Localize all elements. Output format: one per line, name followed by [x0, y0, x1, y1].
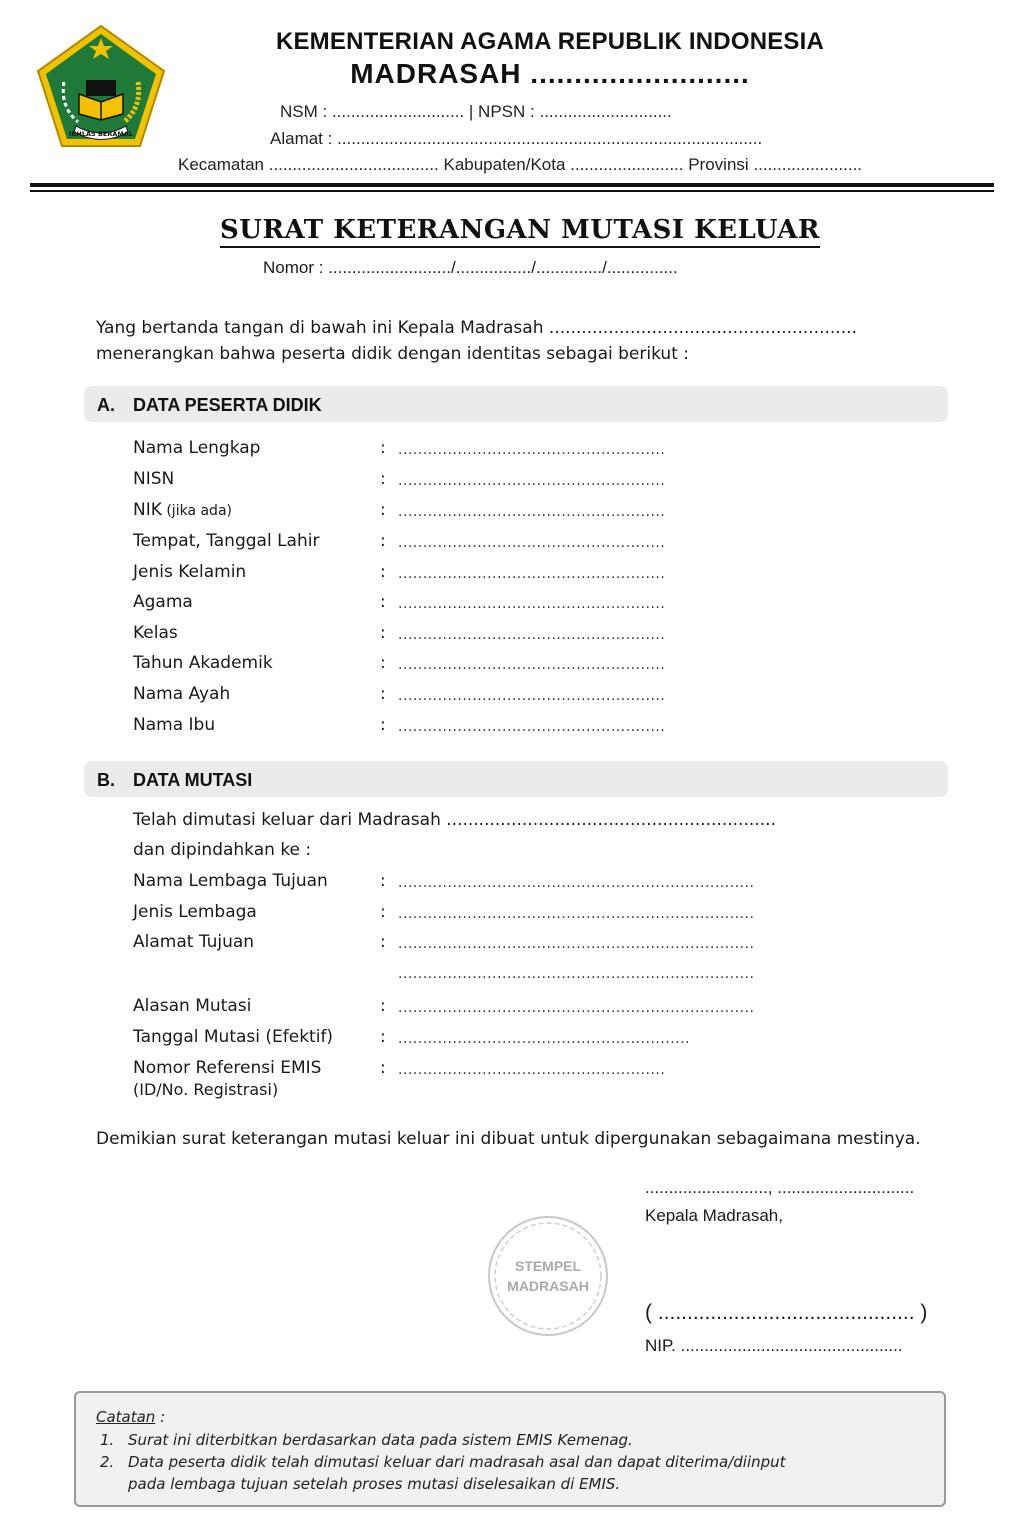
intro-line-2: menerangkan bahwa peserta didik dengan identitas sebagai berikut : [96, 344, 689, 364]
field-colon: : [380, 871, 386, 891]
field-label: Nama Ibu [133, 715, 216, 735]
field-value-blank: ........................................................................ [398, 966, 755, 982]
field-value-blank: ...................................................... [398, 535, 666, 551]
field-label: NISN [133, 469, 175, 489]
field-colon: : [380, 653, 386, 673]
field-colon: : [380, 996, 386, 1016]
document-number: Nomor : ........................../................/............../............... [263, 258, 678, 277]
emis-sub-label: (ID/No. Registrasi) [133, 1080, 279, 1099]
region-line: Kecamatan .................................... Kabupaten/Kota ........................ Provinsi ....................... [178, 155, 863, 174]
field-colon: : [380, 932, 386, 952]
field-value-blank: ...................................................... [398, 688, 666, 704]
address-line: Alamat : .......................................................................................... [270, 129, 763, 148]
field-label: Jenis Kelamin [133, 562, 247, 582]
svg-text:IKHLAS BERAMAL: IKHLAS BERAMAL [68, 130, 134, 138]
ministry-name: KEMENTERIAN AGAMA REPUBLIK INDONESIA [275, 28, 825, 55]
field-value-blank: ........................................................................ [398, 906, 755, 922]
signer-nip: NIP. ............................................... [645, 1336, 903, 1355]
field-label: Tanggal Mutasi (Efektif) [133, 1027, 334, 1047]
field-colon: : [380, 902, 386, 922]
closing-statement: Demikian surat keterangan mutasi keluar ini dibuat untuk dipergunakan sebagaimana mestinya. [96, 1129, 921, 1149]
field-value-blank: ...................................................... [398, 504, 666, 520]
signer-position: Kepala Madrasah, [645, 1206, 783, 1225]
field-value-blank: ...................................................... [398, 657, 666, 673]
field-value-blank: ........................................................................ [398, 1000, 755, 1016]
field-value-blank: ........................................................................ [398, 936, 755, 952]
field-label: Agama [133, 592, 193, 612]
field-label: Alasan Mutasi [133, 996, 252, 1016]
field-colon: : [380, 500, 386, 520]
field-label: Nomor Referensi EMIS [133, 1058, 322, 1078]
field-colon: : [380, 562, 386, 582]
field-label: Nama Ayah [133, 684, 231, 704]
note-number: 2. [100, 1453, 115, 1471]
field-colon: : [380, 531, 386, 551]
field-label: Nama Lembaga Tujuan [133, 871, 328, 891]
field-value-blank: ...................................................... [398, 719, 666, 735]
signer-name: ( ............................................ ) [645, 1301, 928, 1324]
field-label: Kelas [133, 623, 178, 643]
field-value-blank: ...................................................... [398, 473, 666, 489]
field-label: Alamat Tujuan [133, 932, 255, 952]
madrasah-name: MADRASAH ......................... [350, 58, 750, 89]
field-value-blank: ...................................................... [398, 596, 666, 612]
field-colon: : [380, 1058, 386, 1078]
mutation-destination-label: dan dipindahkan ke : [133, 840, 312, 860]
notes-heading: Catatan : [96, 1408, 166, 1426]
stamp-placeholder-icon [487, 1215, 609, 1337]
section-a-title: A. DATA PESERTA DIDIK [97, 395, 322, 415]
note-text: Surat ini diterbitkan berdasarkan data pada sistem EMIS Kemenag. [128, 1431, 633, 1449]
field-label: Nama Lengkap [133, 438, 261, 458]
field-value-blank: ........................................................... [398, 1031, 691, 1047]
field-colon: : [380, 715, 386, 735]
stamp-text-2: MADRASAH [507, 1278, 589, 1294]
field-value-blank: ...................................................... [398, 1062, 666, 1078]
note-text: Data peserta didik telah dimutasi keluar dari madrasah asal dan dapat diterima/diinput [128, 1453, 786, 1471]
field-label: Tempat, Tanggal Lahir [133, 531, 320, 551]
field-value-blank: ...................................................... [398, 627, 666, 643]
field-colon: : [380, 684, 386, 704]
field-colon: : [380, 592, 386, 612]
field-value-blank: ...................................................... [398, 566, 666, 582]
document-title: SURAT KETERANGAN MUTASI KELUAR [0, 215, 1024, 245]
stamp-text-1: STEMPEL [514, 1258, 582, 1274]
letterhead-rule-thin [30, 190, 994, 192]
field-label: NIK (jika ada) [133, 500, 232, 520]
field-colon: : [380, 469, 386, 489]
letterhead-rule-thick [30, 183, 994, 187]
field-value-blank: ...................................................... [398, 442, 666, 458]
field-colon: : [380, 438, 386, 458]
nsm-npsn-line: NSM : ............................ | NPSN : ............................ [280, 102, 672, 121]
kemenag-logo-icon [34, 22, 168, 152]
section-b-title: B. DATA MUTASI [97, 770, 253, 790]
field-colon: : [380, 1027, 386, 1047]
field-label: Tahun Akademik [133, 653, 273, 673]
note-text: pada lembaga tujuan setelah proses mutasi diselesaikan di EMIS. [128, 1475, 621, 1493]
mutation-origin: Telah dimutasi keluar dari Madrasah ............................................................. [133, 810, 776, 830]
note-number: 1. [100, 1431, 115, 1449]
field-colon: : [380, 623, 386, 643]
place-date: .........................., ............................. [645, 1178, 915, 1197]
field-label: Jenis Lembaga [133, 902, 257, 922]
intro-line-1: Yang bertanda tangan di bawah ini Kepala Madrasah ......................................................... [96, 318, 857, 338]
field-value-blank: ........................................................................ [398, 875, 755, 891]
